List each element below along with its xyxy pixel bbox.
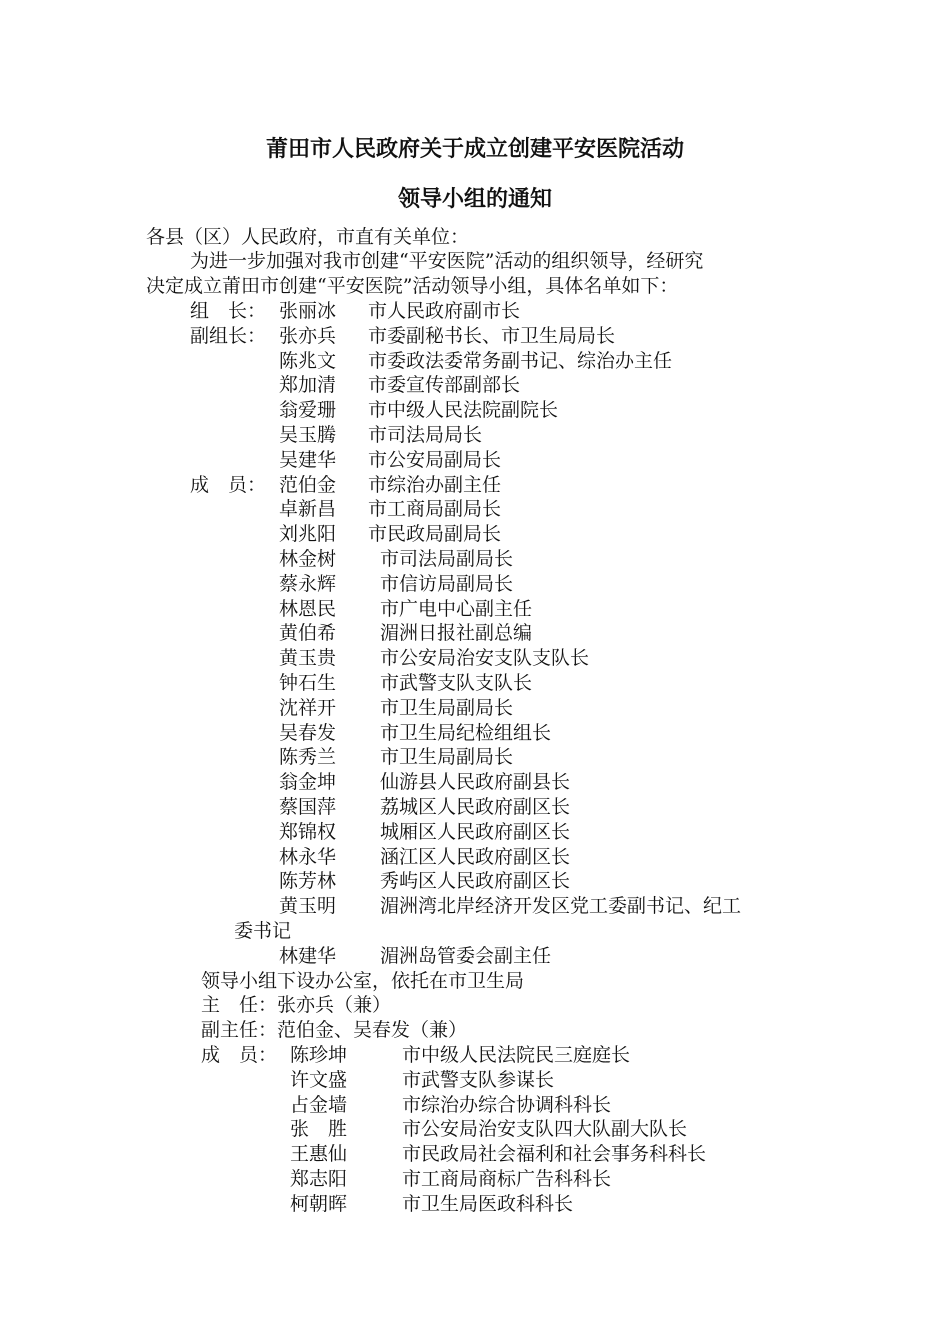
office-member-name: 王惠仙 (290, 1143, 348, 1166)
member-post: 城厢区人民政府副区长 (380, 820, 571, 843)
member-post: 市公安局副局长 (368, 448, 502, 471)
leader-label: 组 长： (190, 300, 267, 322)
member-post: 仙游县人民政府副县长 (380, 771, 571, 794)
member-post: 荔城区人民政府副区长 (380, 796, 571, 818)
member-post: 湄洲日报社副总编 (380, 622, 533, 645)
member-name: 黄玉明 (279, 895, 337, 918)
member-post: 秀屿区人民政府副区长 (380, 870, 571, 893)
office-member-post: 市公安局治安支队四大队副大队长 (402, 1118, 688, 1141)
member-post: 市委政法委常务副书记、综治办主任 (368, 349, 673, 372)
member-post: 市人民政府副市长 (368, 300, 521, 322)
member-name: 陈秀兰 (279, 746, 337, 769)
office-member-post: 市民政局社会福利和社会事务科科长 (402, 1143, 707, 1166)
member-name: 钟石生 (279, 672, 337, 694)
member-name: 吴玉腾 (279, 424, 337, 446)
member-post: 市综治办副主任 (368, 473, 502, 496)
member-post: 市委宣传部副部长 (368, 374, 521, 397)
member-label: 成 员： (190, 473, 267, 496)
office-member-name: 张 胜 (290, 1118, 348, 1141)
wrapped-post-text: 委书记 (234, 920, 292, 942)
office-member-post: 市中级人民法院民三庭庭长 (402, 1044, 631, 1066)
salutation: 各县（区）人民政府，市直有关单位： (146, 226, 470, 248)
member-name: 黄伯希 (279, 622, 337, 645)
member-post: 市卫生局副局长 (380, 696, 514, 719)
office-member-post: 市武警支队参谋长 (402, 1068, 555, 1091)
member-post: 市广电中心副主任 (380, 597, 533, 620)
office-member-name: 许文盛 (290, 1068, 348, 1091)
title-line-1: 莆田市人民政府关于成立创建平安医院活动 (265, 137, 684, 162)
member-post: 市中级人民法院副院长 (368, 399, 559, 422)
member-post: 市民政局副局长 (368, 523, 502, 546)
member-name: 陈兆文 (279, 349, 337, 372)
office-member-label: 成 员： (201, 1044, 278, 1066)
body-line-1: 为进一步加强对我市创建“平安医院”活动的组织领导，经研究 (190, 250, 704, 272)
office-member-name: 陈珍坤 (290, 1044, 348, 1066)
member-post: 湄洲湾北岸经济开发区党工委副书记、纪工 (380, 895, 742, 918)
member-name: 刘兆阳 (279, 523, 337, 546)
office-director: 主 任：张亦兵（兼） (201, 994, 392, 1017)
member-name: 林永华 (279, 845, 337, 868)
member-name: 吴建华 (279, 448, 337, 471)
member-post: 市委副秘书长、市卫生局局长 (368, 324, 616, 347)
office-vice-director: 副主任：范伯金、吴春发（兼） (201, 1019, 468, 1042)
member-post: 市卫生局副局长 (380, 746, 514, 769)
member-name: 翁金坤 (279, 771, 337, 794)
member-name: 张丽冰 (279, 300, 337, 322)
member-post: 涵江区人民政府副区长 (380, 845, 571, 868)
office-member-name: 柯朝晖 (290, 1192, 348, 1215)
body-line-2: 决定成立莆田市创建“平安医院”活动领导小组，具体名单如下： (146, 275, 679, 297)
member-post: 湄洲岛管委会副主任 (380, 944, 552, 967)
office-member-post: 市综治办综合协调科科长 (402, 1093, 612, 1116)
member-name: 张亦兵 (279, 324, 337, 347)
member-name: 蔡国萍 (279, 796, 337, 818)
member-name: 吴春发 (279, 721, 337, 744)
office-member-name: 占金墙 (290, 1093, 348, 1116)
member-name: 林金树 (279, 548, 337, 570)
member-name: 郑加清 (279, 374, 337, 397)
member-name: 林恩民 (279, 597, 337, 620)
member-post: 市司法局副局长 (380, 548, 514, 570)
deputy-label: 副组长： (190, 324, 267, 347)
member-name: 陈芳林 (279, 870, 337, 893)
member-name: 卓新昌 (279, 498, 337, 521)
member-post: 市武警支队支队长 (380, 672, 533, 694)
office-member-post: 市卫生局医政科科长 (402, 1192, 574, 1215)
member-post: 市司法局局长 (368, 424, 483, 446)
member-name: 范伯金 (279, 473, 337, 496)
member-name: 沈祥开 (279, 696, 337, 719)
member-name: 黄玉贵 (279, 647, 337, 670)
office-intro: 领导小组下设办公室，依托在市卫生局 (201, 969, 525, 992)
member-name: 蔡永辉 (279, 572, 337, 595)
member-post: 市公安局治安支队支队长 (380, 647, 590, 670)
office-member-name: 郑志阳 (290, 1168, 348, 1190)
member-name: 林建华 (279, 944, 337, 967)
member-name: 郑锦权 (279, 820, 337, 843)
member-name: 翁爱珊 (279, 399, 337, 422)
title-line-2: 领导小组的通知 (397, 187, 552, 212)
office-member-post: 市工商局商标广告科科长 (402, 1168, 612, 1190)
member-post: 市卫生局纪检组组长 (380, 721, 552, 744)
member-post: 市信访局副局长 (380, 572, 514, 595)
member-post: 市工商局副局长 (368, 498, 502, 521)
